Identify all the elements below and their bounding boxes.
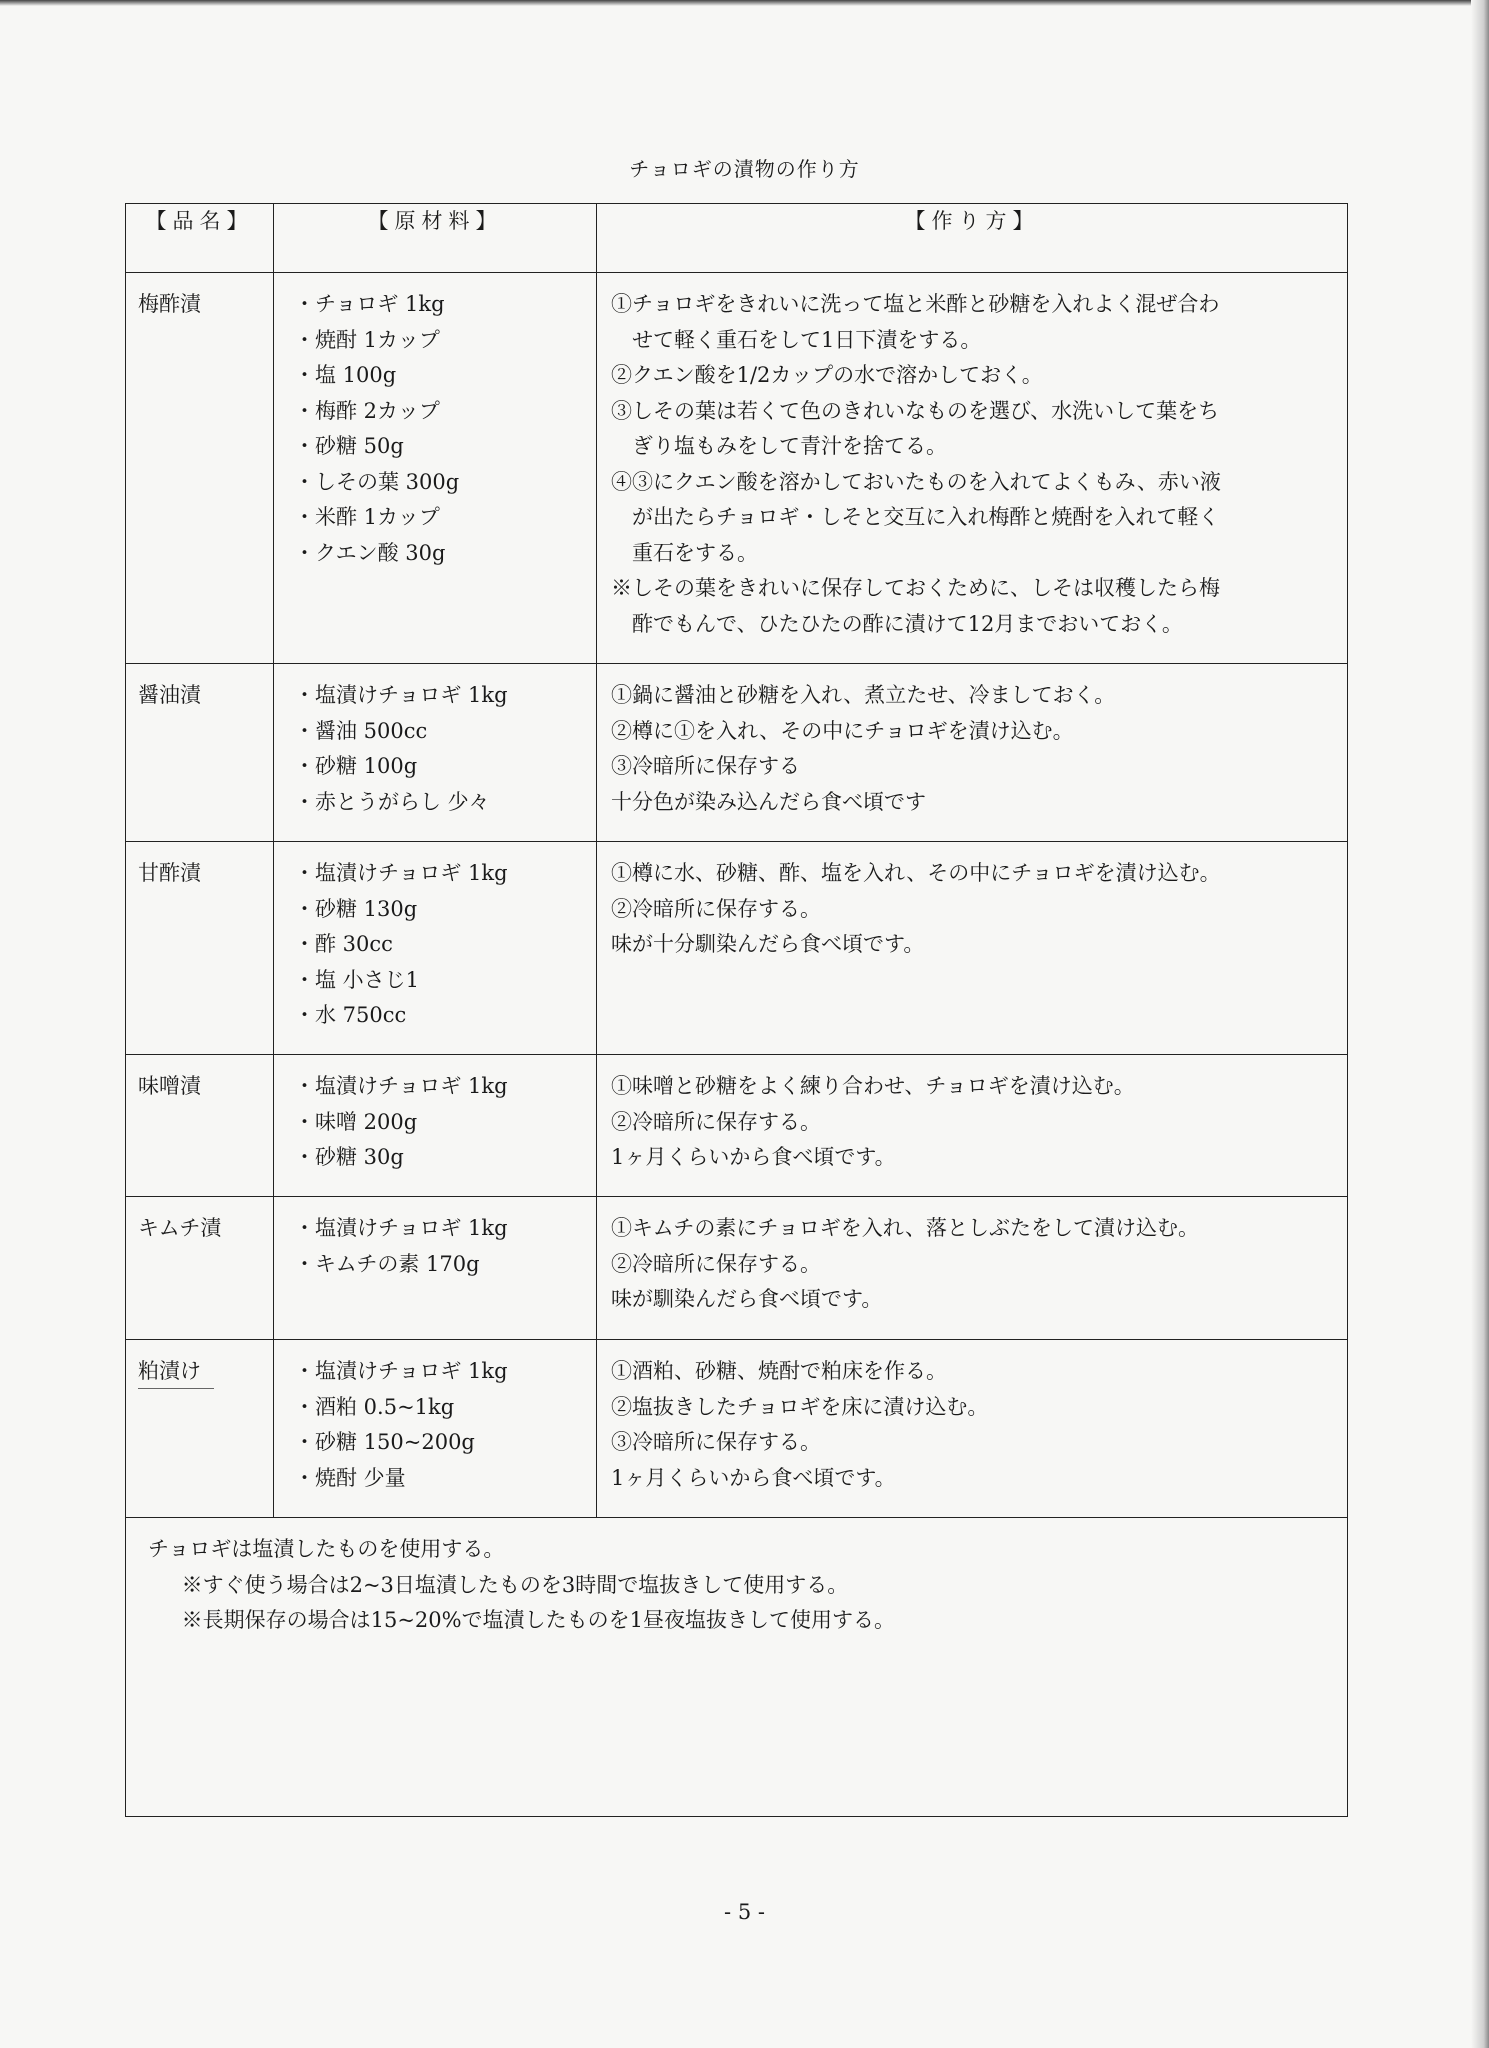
table-row [126, 842, 1348, 1055]
ingredient: ・クエン酸 30g [294, 540, 446, 565]
ingredient: ・塩 小さじ1 [294, 967, 420, 992]
scan-edge-top [0, 0, 1489, 6]
table-row [126, 1055, 1348, 1197]
ingredient: ・砂糖 30g [294, 1145, 404, 1169]
ingredient: ・米酢 1カップ [294, 505, 440, 529]
ingredients-cell [274, 664, 597, 842]
recipe-name: 醤油漬 [126, 664, 274, 842]
note-line: ※長期保存の場合は15~20%で塩漬したものを1昼夜塩抜きして使用する。 [181, 1608, 895, 1632]
ingredient: ・キムチの素 170g [294, 1251, 480, 1276]
ingredients-cell [274, 842, 597, 1055]
recipe-name: 甘酢漬 [126, 842, 274, 1055]
method-step: ①チョロギをきれいに洗って塩と米酢と砂糖を入れよく混ぜ合わ [611, 292, 1220, 316]
recipe-table [125, 203, 1348, 1817]
header-ingredients: 【原材料】 [274, 204, 597, 273]
note-line: チョロギは塩漬したものを使用する。 [148, 1537, 505, 1561]
method-step: 重石をする。 [632, 540, 758, 565]
recipe-name: 粕漬け [138, 1359, 201, 1383]
ingredient: ・酢 30cc [294, 932, 393, 956]
ingredients-cell [274, 1340, 597, 1518]
header-method: 【作り方】 [597, 204, 1348, 273]
method-step: ③しその葉は若くて色のきれいなものを選び、水洗いして葉をち [611, 398, 1220, 423]
method-step: ※しその葉をきれいに保存しておくために、しそは収穫したら梅 [611, 576, 1220, 600]
notes-cell [126, 1518, 1348, 1817]
ingredient: ・梅酢 2カップ [294, 398, 440, 423]
method-step: 味が馴染んだら食べ頃です。 [611, 1287, 883, 1311]
method-step: ぎり塩もみをして青汁を捨てる。 [632, 434, 947, 458]
method-step: ①味噌と砂糖をよく練り合わせ、チョロギを漬け込む。 [611, 1074, 1135, 1098]
method-step: 1ヶ月くらいから食べ頃です。 [611, 1145, 896, 1169]
method-step: ②塩抜きしたチョロギを床に漬け込む。 [611, 1394, 989, 1419]
ingredient: ・水 750cc [294, 1003, 407, 1027]
ingredients-cell [274, 273, 597, 664]
method-cell [597, 664, 1348, 842]
method-step: ②クエン酸を1/2カップの水で溶かしておく。 [611, 363, 1043, 387]
method-cell [597, 1055, 1348, 1197]
method-step: が出たらチョロギ・しそと交互に入れ梅酢と焼酎を入れて軽く [632, 505, 1220, 529]
table-row [126, 664, 1348, 842]
method-step: 1ヶ月くらいから食べ頃です。 [611, 1465, 896, 1490]
method-cell [597, 1340, 1348, 1518]
ingredients-cell [274, 1197, 597, 1340]
method-step: ③冷暗所に保存する [611, 754, 800, 778]
method-step: ①酒粕、砂糖、焼酎で粕床を作る。 [611, 1359, 947, 1383]
ingredient: ・チョロギ 1kg [294, 292, 445, 316]
table-header-row [126, 204, 1348, 273]
ingredients-cell [274, 1055, 597, 1197]
method-step: ②樽に①を入れ、その中にチョロギを漬け込む。 [611, 718, 1074, 743]
ingredient: ・しその葉 300g [294, 469, 460, 494]
ingredient: ・酒粕 0.5~1kg [294, 1394, 455, 1419]
recipe-name: 梅酢漬 [126, 273, 274, 664]
method-step: ①キムチの素にチョロギを入れ、落としぶたをして漬け込む。 [611, 1216, 1199, 1240]
page-title: チョロギの漬物の作り方 [629, 157, 860, 181]
method-step: ①鍋に醤油と砂糖を入れ、煮立たせ、冷ましておく。 [611, 683, 1116, 707]
ingredient: ・砂糖 150~200g [294, 1430, 475, 1454]
ingredient: ・赤とうがらし 少々 [294, 789, 490, 814]
method-step: 味が十分馴染んだら食べ頃です。 [611, 932, 925, 956]
ingredient: ・塩漬けチョロギ 1kg [294, 1216, 508, 1240]
method-step: ③冷暗所に保存する。 [611, 1430, 821, 1454]
notes-row [126, 1518, 1348, 1817]
method-step: せて軽く重石をして1日下漬をする。 [632, 327, 982, 352]
ingredient: ・塩漬けチョロギ 1kg [294, 1074, 508, 1098]
page-number: - 5 - [724, 1900, 765, 1924]
recipe-name: 味噌漬 [126, 1055, 274, 1197]
scan-edge-right [1471, 0, 1489, 2048]
ingredient: ・塩漬けチョロギ 1kg [294, 861, 508, 885]
ingredient: ・砂糖 100g [294, 754, 418, 778]
ingredient: ・塩 100g [294, 363, 397, 387]
ingredient: ・砂糖 130g [294, 896, 418, 921]
method-step: ②冷暗所に保存する。 [611, 1251, 821, 1276]
method-step: ②冷暗所に保存する。 [611, 1109, 821, 1134]
method-step: ①樽に水、砂糖、酢、塩を入れ、その中にチョロギを漬け込む。 [611, 861, 1221, 885]
method-step: 十分色が染み込んだら食べ頃です [611, 789, 926, 814]
method-cell [597, 1197, 1348, 1340]
method-cell [597, 273, 1348, 664]
header-name: 【品名】 [126, 204, 274, 273]
ingredient: ・醤油 500cc [294, 718, 428, 743]
ingredient: ・焼酎 1カップ [294, 327, 440, 352]
note-line: ※すぐ使う場合は2~3日塩漬したものを3時間で塩抜きして使用する。 [181, 1572, 849, 1597]
table-row [126, 1340, 1348, 1518]
method-cell [597, 842, 1348, 1055]
ingredient: ・砂糖 50g [294, 434, 404, 458]
ingredient: ・塩漬けチョロギ 1kg [294, 683, 508, 707]
ingredient: ・塩漬けチョロギ 1kg [294, 1359, 508, 1383]
method-step: 酢でもんで、ひたひたの酢に漬けて12月までおいておく。 [632, 611, 1183, 636]
method-step: ②冷暗所に保存する。 [611, 896, 821, 921]
ingredient: ・味噌 200g [294, 1109, 418, 1134]
table-row [126, 1197, 1348, 1340]
method-step: ④③にクエン酸を溶かしておいたものを入れてよくもみ、赤い液 [611, 469, 1221, 494]
recipe-name: キムチ漬 [126, 1197, 274, 1340]
ingredient: ・焼酎 少量 [294, 1465, 406, 1490]
table-row [126, 273, 1348, 664]
recipe-name-cell [126, 1340, 274, 1518]
